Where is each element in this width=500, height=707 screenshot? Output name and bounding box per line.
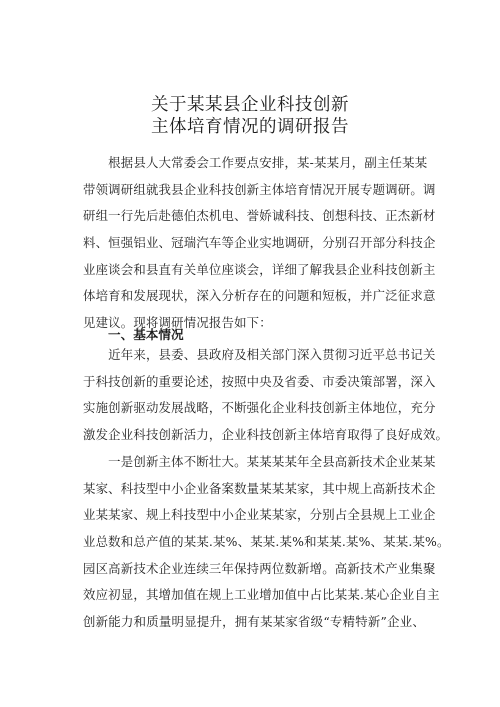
paragraph-line: 创新能力和质量明显提升，拥有某某家省级“专精特新”企业、 <box>83 614 425 630</box>
intro-line: 业座谈会和县直有关单位座谈会，详细了解我县企业科技创新主 <box>83 261 436 277</box>
section1-paragraph-1 <box>83 342 449 449</box>
section-heading-basic-situation: 一、基本情况 <box>108 327 184 342</box>
paragraph-line: 业总数和总产值的某某.某%、某某.某%和某某.某%、某某.某%。 <box>83 534 450 550</box>
document-title-line-1: 关于某某县企业科技创新 <box>151 95 349 115</box>
paragraph-line: 一是创新主体不断壮大。某某某某年全县高新技术企业某某 <box>83 454 436 469</box>
section1-paragraph-2 <box>83 449 450 636</box>
paragraph-line: 园区高新技术企业连续三年保持两位数新增。高新技术产业集聚 <box>83 560 436 576</box>
intro-line: 研组一行先后赴德伯杰机电、誉娇诚科技、创想科技、正杰新材 <box>83 208 436 224</box>
paragraph-line: 实施创新驱动发展战略，不断强化企业科技创新主体地位，充分 <box>83 400 436 416</box>
paragraph-line: 效应初显，其增加值在规上工业增加值中占比某某.某心企业自主 <box>83 587 440 603</box>
document-title-line-2: 主体培育情况的调研报告 <box>151 117 349 137</box>
intro-line: 根据县人大常委会工作要点安排，某-某某月，副主任某某 <box>83 155 428 170</box>
paragraph-line: 某家、科技型中小企业备案数量某某某家，其中规上高新技术企 <box>83 480 436 496</box>
paragraph-line: 激发企业科技创新活力，企业科技创新主体培育取得了良好成效。 <box>83 427 449 443</box>
intro-line: 见建议。现将调研情况报告如下： <box>83 315 272 331</box>
intro-paragraph <box>83 150 436 337</box>
paragraph-line: 近年来，县委、县政府及相关部门深入贯彻习近平总书记关 <box>83 347 436 362</box>
paragraph-line: 于科技创新的重要论述，按照中央及省委、市委决策部署，深入 <box>83 373 436 389</box>
paragraph-line: 业某某家、规上科技型中小企业某某家，分别占全县规上工业企 <box>83 507 436 523</box>
intro-line: 料、恒强铝业、冠瑞汽车等企业实地调研，分别召开部分科技企 <box>83 235 436 251</box>
intro-line: 体培育和发展现状，深入分析存在的问题和短板，并广泛征求意 <box>83 288 436 304</box>
intro-line: 带领调研组就我县企业科技创新主体培育情况开展专题调研。调 <box>83 181 436 197</box>
